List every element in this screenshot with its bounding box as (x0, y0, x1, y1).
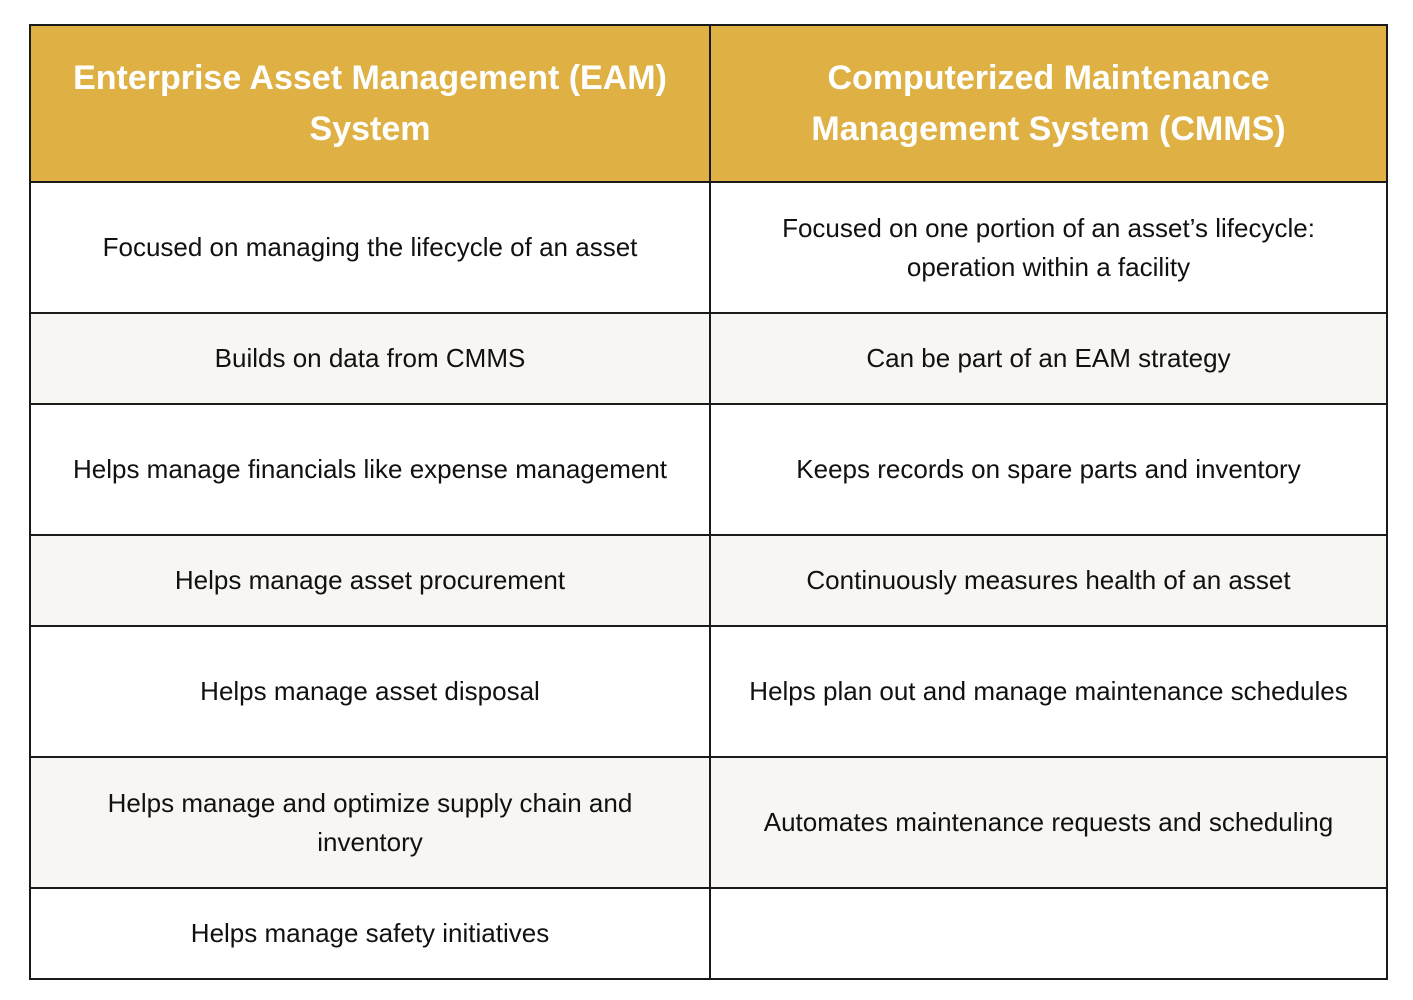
eam-vs-cmms-comparison-table (29, 24, 1388, 980)
eam-cell: Builds on data from CMMS (30, 313, 710, 404)
eam-cell: Helps manage and optimize supply chain and inventory (30, 757, 710, 888)
table-row (30, 535, 1387, 626)
cmms-cell: Keeps records on spare parts and inventory (710, 404, 1387, 535)
table-row (30, 313, 1387, 404)
table-row (30, 888, 1387, 979)
table-row (30, 182, 1387, 313)
header-row (30, 25, 1387, 182)
header-eam: Enterprise Asset Management (EAM) System (30, 25, 710, 182)
cmms-cell: Helps plan out and manage maintenance schedules (710, 626, 1387, 757)
eam-cell: Helps manage asset procurement (30, 535, 710, 626)
cmms-cell: Can be part of an EAM strategy (710, 313, 1387, 404)
eam-cell: Helps manage asset disposal (30, 626, 710, 757)
table-body (30, 182, 1387, 979)
table-row (30, 626, 1387, 757)
eam-cell: Helps manage safety initiatives (30, 888, 710, 979)
eam-cell: Helps manage financials like expense management (30, 404, 710, 535)
cmms-cell: Focused on one portion of an asset’s lifecycle: operation within a facility (710, 182, 1387, 313)
eam-cell: Focused on managing the lifecycle of an asset (30, 182, 710, 313)
cmms-cell: Continuously measures health of an asset (710, 535, 1387, 626)
cmms-cell (710, 888, 1387, 979)
table-header (30, 25, 1387, 182)
cmms-cell: Automates maintenance requests and scheduling (710, 757, 1387, 888)
table-row (30, 404, 1387, 535)
table-row (30, 757, 1387, 888)
header-cmms: Computerized Maintenance Management System (CMMS) (710, 25, 1387, 182)
